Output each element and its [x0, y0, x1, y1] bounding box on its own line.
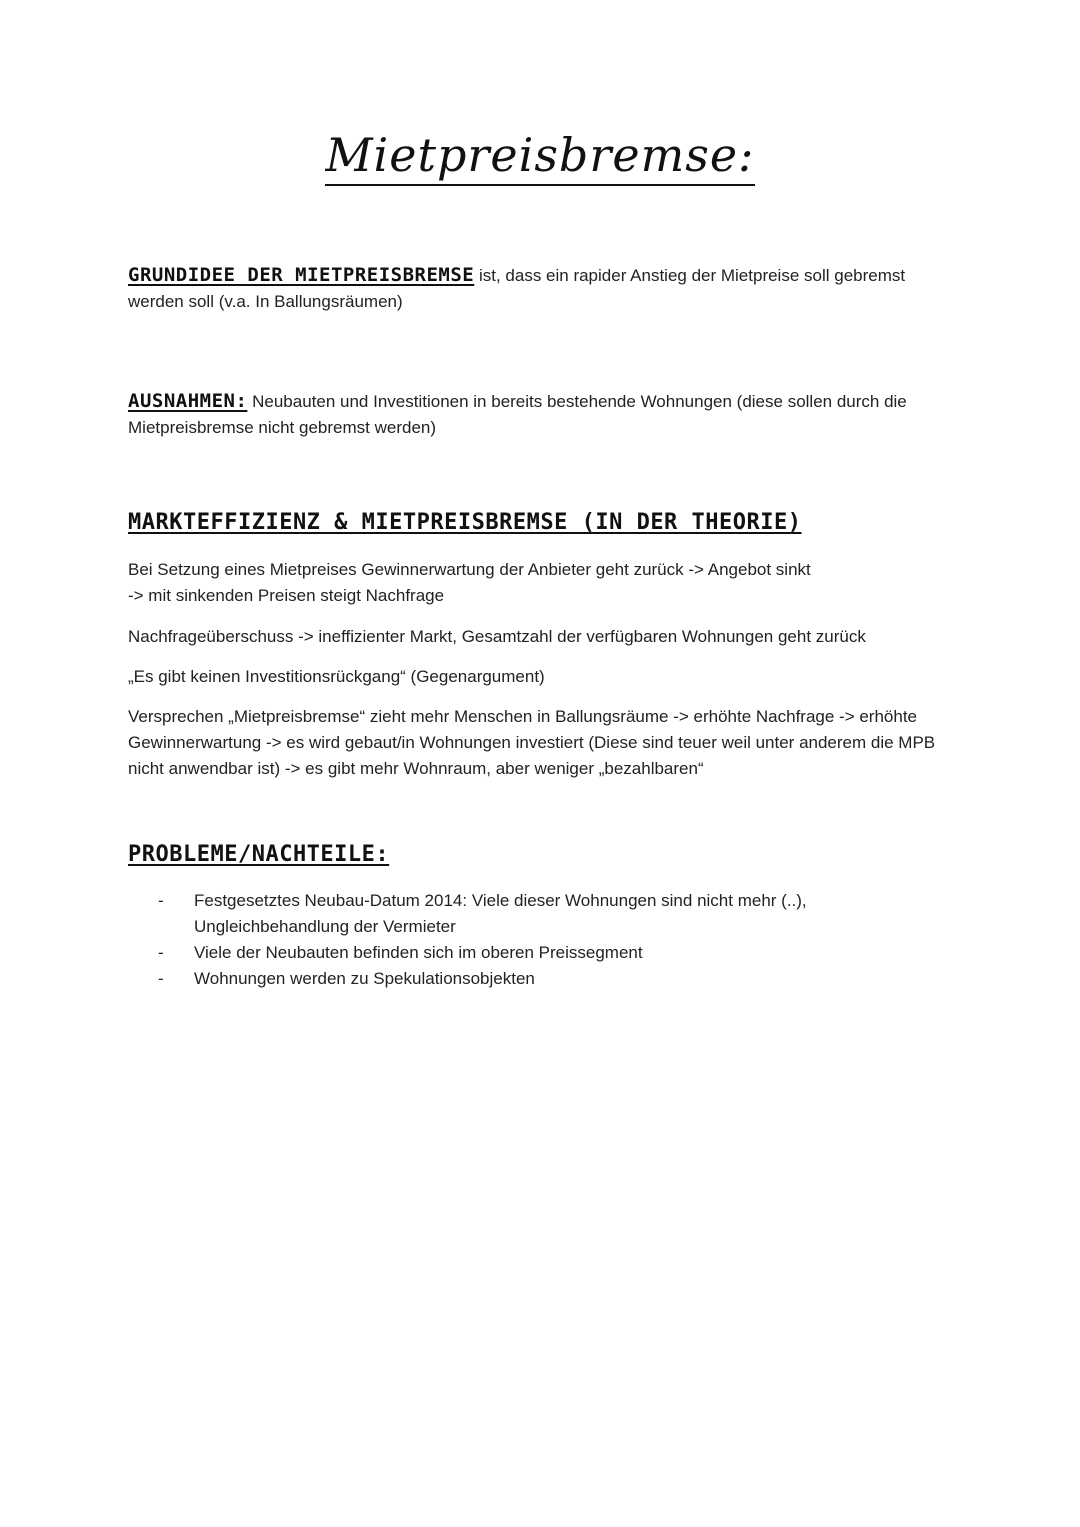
- list-item: [128, 940, 958, 966]
- markteffizienz-line-5: Versprechen „Mietpreisbremse“ zieht mehr Menschen in Ballungsräume -> erhöhte Nachfrage -> erhöhte Gewinnerwartung -> es wird gebaut/in Wohnungen investiert (Diese sind teuer weil unter anderem die MPB nicht anwendbar ist) -> es gibt mehr Wohnraum, aber weniger „bezahlbaren“: [128, 707, 936, 778]
- grundidee-heading: GRUNDIDEE DER MIETPREISBREMSE: [128, 264, 475, 286]
- list-item: [128, 888, 958, 940]
- bullet-dash: -: [158, 943, 164, 962]
- ausnahmen-text: Neubauten und Investitionen in bereits bestehende Wohnungen (diese sollen durch die Mietpreisbremse nicht gebremst werden): [128, 392, 907, 437]
- list-item-text: Festgesetztes Neubau-Datum 2014: Viele dieser Wohnungen sind nicht mehr (..), Ungleichbehandlung der Vermieter: [194, 891, 807, 936]
- list-item-text: Viele der Neubauten befinden sich im oberen Preissegment: [194, 943, 643, 962]
- ausnahmen-paragraph: [128, 388, 958, 441]
- markteffizienz-line-1: Bei Setzung eines Mietpreises Gewinnerwartung der Anbieter geht zurück -> Angebot sinkt: [128, 560, 811, 579]
- grundidee-text: ist, dass ein rapider Anstieg der Mietpreise soll gebremst werden soll (v.a. In Ballungsräumen): [128, 266, 906, 311]
- page-title-text: Mietpreisbremse:: [325, 128, 754, 186]
- probleme-list: [128, 888, 958, 992]
- list-item: [128, 966, 958, 992]
- probleme-heading: PROBLEME/NACHTEILE:: [128, 842, 390, 867]
- markteffizienz-line-4: „Es gibt keinen Investitionsrückgang“ (Gegenargument): [128, 667, 545, 686]
- list-item-text: Wohnungen werden zu Spekulationsobjekten: [194, 969, 535, 988]
- bullet-dash: -: [158, 969, 164, 988]
- page-title: [0, 128, 1080, 182]
- markteffizienz-line-3: Nachfrageüberschuss -> ineffizienter Markt, Gesamtzahl der verfügbaren Wohnungen geht zurück: [128, 627, 866, 646]
- markteffizienz-heading: MARKTEFFIZIENZ & MIETPREISBREMSE (IN DER THEORIE): [128, 510, 802, 535]
- bullet-dash: -: [158, 891, 164, 910]
- grundidee-paragraph: [128, 262, 958, 315]
- markteffizienz-line-2: -> mit sinkenden Preisen steigt Nachfrage: [128, 586, 445, 605]
- ausnahmen-heading: AUSNAHMEN:: [128, 390, 248, 412]
